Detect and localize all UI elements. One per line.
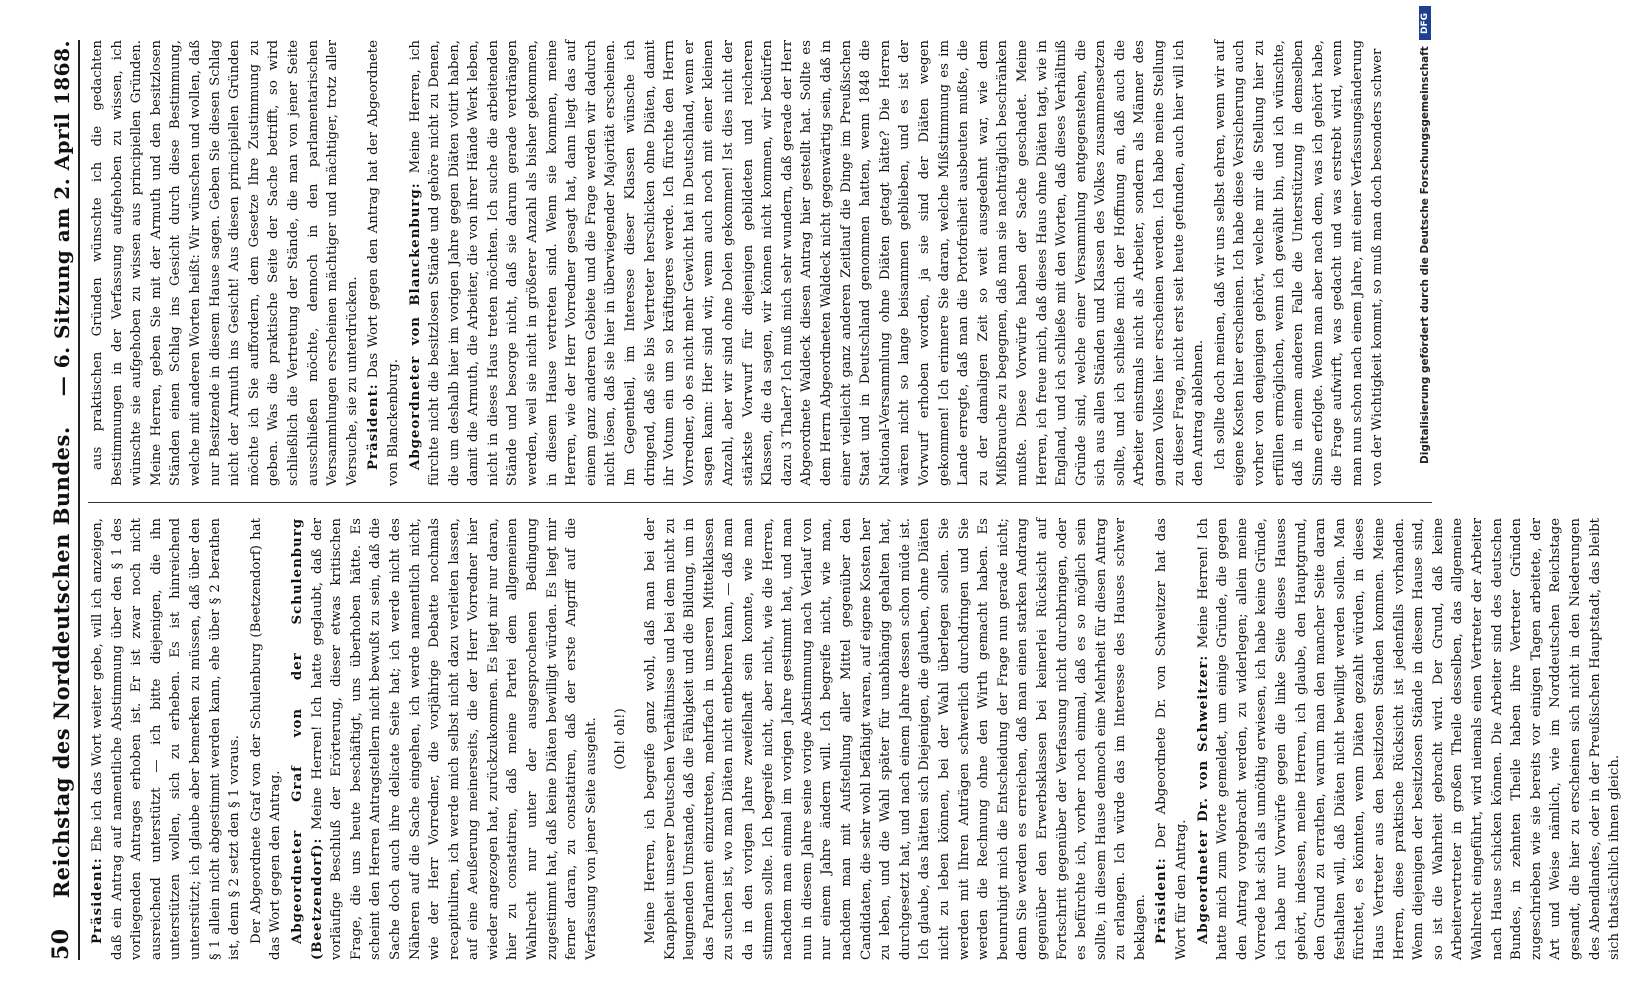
paragraph-text: Meine Herren, ich fürchte nicht die besitzlosen Stände und gehöre nicht zu Denen, die um deshalb hier im vorigen Jahre gegen Diäten votirt haben, damit die Armuth, die Arbeiter, die von ihrer Hände Werk leben, nicht in dieses Haus treten möchten. Ich suche die arbeitenden Stände und besorge nicht, daß sie darum gerade verdrängen werden, weil sie nicht in größerer Anzahl als bisher gekommen, in diesem Hause vertreten sind. Wenn sie kommen, meine Herren, wie der Herr Vorredner gesagt hat, dann liegt das auf einem ganz anderen Gebiete und die Frage werden wir dadurch nicht lösen, daß sie hier in überwiegender Majorität erscheinen. Im Gegentheil, im Interesse dieser Klassen wünsche ich dringend, daß sie bis Vertreter herschicken ohne Diäten, damit ihr Votum ein um so kräftigeres werde. Ich fürchte den Herrn Vorredner, ob es nicht mehr Gewicht hat in Deutschland, wenn er sagen kann: Hier sind wir, wenn auch noch mit einer kleinen Anzahl, aber wir sind ohne Dolen gekommen! Ist dies nicht der stärkste Vorwurf für diejenigen gebildeten und reicheren Klassen, die da sagen, wir können nicht kommen, wir bedürfen dazu 3 Thaler? Ich muß mich sehr wundern, daß gerade der Herr Abgeordnete Waldeck diesen Antrag hier gestellt hat. Sollte es dem Herrn Abgeordneten Waldeck nicht gegenwärtig sein, daß in einer vielleicht ganz anderen Zeitlauf die Dinge im Preußischen Staat und in Deutschland genommen hatten, wenn 1848 die National-Versammlung ohne Diäten getagt hätte? Die Herren wären nicht so lange beisammen geblieben, und es ist der Vorwurf erhoben worden, ja sie sind der Diäten wegen gekommen! Ich erinnere Sie daran, welche Mißstimmung es im Lande erregte, daß man die Portofreiheit ausbeuten mußte, die zu der damaligen Zeit so weit ausgedehnt war, wie dem Mißbrauche zu begegnen, daß man sie nachträglich beschränken mußte. Diese Vorwürfe haben der Sache geschadet. Meine Herren, ich freue mich, daß dieses Haus ohne Diäten tagt, wie in England, und ich schließe mit den Worten, daß dieses Verhältniß Gründe sind, welche einer Versammlung entgegenstehen, die sich aus allen Ständen und Klassen des Volkes zusammensetzen sollte, und ich schließe mich der Hoffnung an, daß auch die Arbeiter einstmals nicht als Arbeiter, sondern als Männer des ganzen Volkes hier erscheinen werden. Ich habe meine Stellung zu dieser Frage, nicht erst seit heute gefunden, auch hier will ich den Antrag ablehnen. (407, 40, 1207, 486)
speaker-name: Präsident: (90, 857, 105, 944)
paragraph-text: Das Wort gegen den Antrag hat der Abgeordnete von Blanckenburg. (366, 40, 401, 486)
page-header (40, 40, 74, 960)
speaker-name: Präsident: (1154, 857, 1170, 944)
speaker-name: Abgeordneter Graf von der Schulenburg (Beetzendorf): (289, 518, 325, 960)
digitization-sidebar (1418, 0, 1432, 1000)
paragraph-text: Meine Herren! Ich hatte geglaubt, daß der vorläufige Beschluß der Erörterung, dieser etwas kritischen Frage, die uns heute beschäftigt, uns überhoben hätte. Es scheint den Herren Antragstellern nicht bewußt zu sein, daß die Sache doch auch ihre delicate Seite hat; ich werde nicht des Näheren auf die Sache eingehen, ich werde namentlich nicht, wie der Herr Vorredner, die vorjährige Debatte nochmals recapituliren, ich werde mich selbst nicht dazu verleiten lassen, auf eine Aeußerung meinerseits, die der Herr Vorredner hier wieder angezogen hat, zurückzukommen. Es liegt mir nur daran, hier zu constatiren, daß meine Partei dem allgemeinen Wahlrecht nur unter der ausgesprochenen Bedingung zugestimmt hat, daß keine Diäten bewilligt würden. Es liegt mir ferner daran, zu constatiren, daß der erste Angriff auf die Verfassung von jener Seite ausgeht. (309, 518, 599, 960)
paragraph (288, 518, 602, 960)
paragraph-text: Meine Herren, ich begreife ganz wohl, daß man bei der Knappheit unserer Deutschen Verhältnisse und bei dem nicht zu leugnenden Umstande, daß die Fähigkeit und die Bildung, um in das Parlament einzutreten, mehrfach in unseren Mittelklassen zu suchen ist, wo man Diäten nicht entbehren kann, — daß man da in den vorigen Jahre zweifelhaft sein konnte, wie man stimmen sollte. Ich begreife nicht, aber nicht, wie die Herren, nachdem man einmal im vorigen Jahre gestimmt hat, und man nun in diesem Jahre seine vorige Abstimmung nach Verlauf von nur einem Jahre ändern will. Ich begreife nicht, wie man, nachdem man mit Aufstellung aller Mittel gegenüber den Candidaten, die sehr wohl befähigt waren, auf eigene Kosten her zu leben, und die Wahl später für unabhängig gehalten hat, durchgesetzt hat, und nach einem Jahre dessen schon müde ist. Ich glaube, das hätten sich Diejenigen, die glauben, ohne Diäten nicht zu leben können, bei der Wahl überlegen sollen. Sie werden mit Ihren Anträgen schwerlich durchdringen und Sie werden die Rechnung ohne den Wirth gemacht haben. Es beunruhigt mich die Entscheidung der Frage nun gerade nicht; denn Sie werden es erreichen, daß man einen starken Andrang gegenüber den Erwerbsklassen bei keinerlei Rücksicht auf Fortschritt gegenüber der Verfassung nicht durchbringen, oder es befürchte ich, vorher noch einmal, daß es so möglich sein sollte, in diesem Hause dennoch eine Mehrheit für diesen Antrag zu erlangen. Ich würde das im Interesse des Hauses schwer beklagen. (643, 518, 1148, 960)
session-heading: — 6. Sitzung am 2. April 1868. (50, 40, 74, 397)
digitization-credit: Digitalisierung gefördert durch die Deutsche Forschungsgemeinschaft (1419, 46, 1431, 464)
paragraph (641, 518, 1150, 960)
paragraph (1211, 40, 1387, 486)
paragraph-text: Der Abgeordnete Graf von der Schulenburg (Beetzendorf) hat das Wort gegen den Antrag. (248, 518, 284, 960)
paragraph (247, 518, 286, 960)
paragraph (88, 40, 362, 486)
paragraph (1152, 518, 1191, 960)
page-number: 50 (48, 928, 74, 960)
paragraph (88, 518, 245, 960)
paragraph-text: aus praktischen Gründen wünschte ich die gedachten Bestimmungen in der Verfassung aufgehoben zu wissen, ich wünschte sie aufgehoben zu wissen aus principiellen Gründen. Meine Herren, geben Sie mit der Armuth und den besitzlosen Ständen einen Schlag ins Gesicht durch diese Bestimmung, welche mit anderen Worten heißt: Wir wünschen und wollen, daß nur Besitzende in diesem Hause sagen. Geben Sie diesen Schlag nicht der Armuth ins Gesicht! Aus diesen principiellen Gründen möchte ich Sie auffordern, dem Gesetze Ihre Zustimmung zu geben. Was die praktische Seite der Sache betrifft, so wird schließlich die Vertretung der Stände, die man von jener Seite ausschließen möchte, dennoch in den parlamentarischen Versammlungen erscheinen mächtiger und mächtiger, trotz aller Versuche, sie zu unterdrücken. (90, 40, 360, 486)
dfg-logo: DFG (1419, 6, 1431, 40)
running-title: Reichstag des Norddeutschen Bundes. (49, 426, 74, 899)
left-column (88, 517, 1623, 960)
paragraph-text: Ehe ich das Wort weiter gebe, will ich anzeigen, daß ein Antrag auf namentliche Abstimmung über den § 1 des vorliegenden Antrages erhoben ist. Er ist zwar noch nicht ausreichend unterstützt — ich bitte diejenigen, die ihn unterstützen wollen, sich zu erheben. Es ist hinreichend unterstützt; ich glaube aber bemerken zu müssen, daß über den § 1 allein nicht abgestimmt werden kann, ehe über § 2 berathen ist, denn § 2 setzt den § 1 voraus. (90, 517, 243, 960)
header-rule (78, 40, 80, 960)
paragraph (1194, 518, 1625, 960)
paragraph-text: Ich sollte doch meinen, daß wir uns selbst ehren, wenn wir auf eigene Kosten hier erscheinen. Ich habe diese Versicherung auch vorher von denjenigen gehört, welche mir die Stellung hier zu erfüllen ermöglichen, wenn ich gewählt bin, und ich wünschte, daß in einem anderen Falle die Unterstützung in demselben Sinne erfolgte. Wenn man aber nach dem, was ich gehört habe, die Frage aufwirft, was gedacht und was erstrebt wird, wenn man nun schon nach einem Jahre, mit einer Verfassungsänderung von der Wichtigkeit kommt, so muß man doch besonders schwer (1212, 40, 1385, 486)
speaker-name: Präsident: (366, 383, 382, 470)
speaker-name: Abgeordneter Dr. von Schweitzer: (1195, 654, 1211, 944)
paragraph (364, 40, 403, 486)
paragraph (611, 518, 631, 960)
paragraph-text: Meine Herren! Ich hatte mich zum Worte gemeldet, um einige Gründe, die gegen den Antrag vorgebracht werden, zu widerlegen; allein meine Vorrede hat sich als unnöthig erwiesen, ich habe keine Gründe, ich habe nur Vorwürfe gegen die linke Seite dieses Hauses gehört, indessen, meine Herren, ich glaube, den Hauptgrund, den Grund zu errathen, warum man den mancher Seite daran festhalten will, daß Diäten nicht bewilligt werden sollen. Man fürchtet, es könnten, wenn Diäten gezahlt würden, in dieses Haus Vertreter aus den besitzlosen Ständen kommen. Meine Herren, diese praktische Rücksicht ist jedenfalls vorhanden. Wenn diejenigen der besitzlosen Stände in diesem Hause sind, so ist die Wahrheit gebracht wird. Der Grund, daß keine Arbeitervertreter in großen Theile desselben, das allgemeine Wahlrecht eingeführt, wird niemals einen Vertreter der Arbeiter nach Hause schicken können. Die Arbeiter sind des deutschen Bundes, in zehnten Theile haben ihre Vertreter Gründen zugeschrieben wie sie bereits vor einigen Tagen arbeitete, der Art und Weise nämlich, wie im Norddeutschen Reichstage gesandt, die hier zu erscheinen sich nicht in den Niederungen des Abendlandes, oder in der Preußischen Hauptstadt, das bleibt sich thatsächlich ihnen gleich. (1195, 518, 1623, 960)
paragraph-text: Der Abgeordnete Dr. von Schweitzer hat das Wort für den Antrag. (1154, 518, 1190, 960)
paragraph (406, 40, 1209, 486)
column-divider (88, 502, 1432, 503)
speaker-name: Abgeordneter von Blanckenburg: (407, 182, 423, 470)
paragraph-text: (Oh! oh!) (613, 708, 629, 770)
right-column (88, 40, 1432, 486)
